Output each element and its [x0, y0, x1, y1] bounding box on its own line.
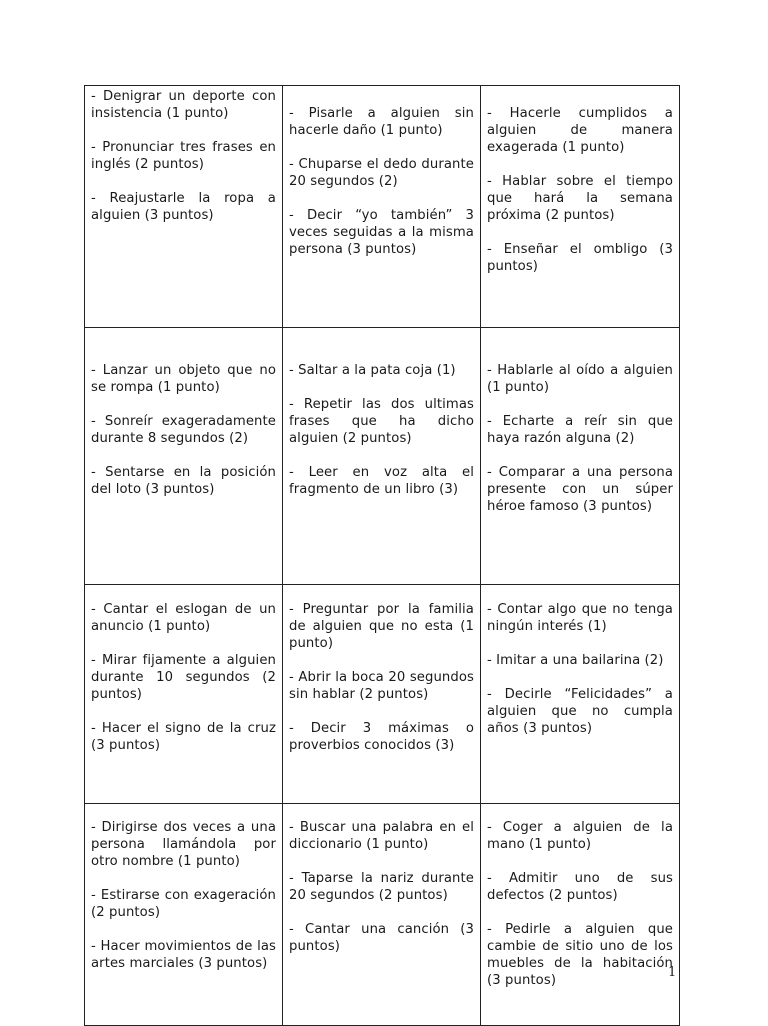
- table-cell: [283, 328, 481, 585]
- table-cell: [283, 585, 481, 804]
- cell-item: - Hablar sobre el tiempo que hará la semana próxima (2 puntos): [487, 174, 673, 223]
- cell-item: - Imitar a una bailarina (2): [487, 653, 664, 668]
- table-cell: [85, 585, 283, 804]
- cell-item: - Cantar el eslogan de un anuncio (1 punto): [91, 602, 276, 634]
- cell-item: - Abrir la boca 20 segundos sin hablar (2 puntos): [289, 670, 474, 702]
- cell-item: - Saltar a la pata coja (1): [289, 363, 456, 378]
- cell-item: - Hacer el signo de la cruz (3 puntos): [91, 721, 276, 753]
- cell-item: - Sonreír exageradamente durante 8 segundos (2): [91, 414, 276, 446]
- cell-item: - Reajustarle la ropa a alguien (3 puntos): [91, 191, 276, 223]
- challenge-table: [84, 85, 680, 1026]
- cell-item: - Repetir las dos ultimas frases que ha dicho alguien (2 puntos): [289, 397, 474, 446]
- cell-item: - Enseñar el ombligo (3 puntos): [487, 242, 673, 274]
- cell-item: - Buscar una palabra en el diccionario (1 punto): [289, 820, 474, 852]
- cell-item: - Pisarle a alguien sin hacerle daño (1 punto): [289, 106, 474, 138]
- cell-item: - Hacerle cumplidos a alguien de manera exagerada (1 punto): [487, 106, 673, 155]
- table-cell: [85, 804, 283, 1026]
- table-cell: [481, 585, 680, 804]
- cell-item: - Sentarse en la posición del loto (3 puntos): [91, 465, 276, 497]
- cell-item: - Decirle “Felicidades” a alguien que no cumpla años (3 puntos): [487, 687, 673, 736]
- cell-item: - Cantar una canción (3 puntos): [289, 922, 474, 954]
- cell-item: - Coger a alguien de la mano (1 punto): [487, 820, 673, 852]
- cell-item: - Denigrar un deporte con insistencia (1 punto): [91, 89, 276, 121]
- cell-item: - Comparar a una persona presente con un súper héroe famoso (3 puntos): [487, 465, 673, 514]
- cell-item: - Lanzar un objeto que no se rompa (1 punto): [91, 363, 276, 395]
- cell-item: - Preguntar por la familia de alguien que no esta (1 punto): [289, 602, 474, 651]
- cell-item: - Taparse la nariz durante 20 segundos (2 puntos): [289, 871, 474, 903]
- table-cell: [283, 86, 481, 328]
- page-number: 1: [668, 965, 677, 980]
- cell-item: - Estirarse con exageración (2 puntos): [91, 888, 276, 920]
- table-row: [85, 328, 680, 585]
- cell-item: - Hacer movimientos de las artes marciales (3 puntos): [91, 939, 276, 971]
- table-cell: [85, 328, 283, 585]
- table-cell: [481, 328, 680, 585]
- cell-item: - Pedirle a alguien que cambie de sitio uno de los muebles de la habitación (3 puntos): [487, 922, 673, 988]
- cell-item: - Dirigirse dos veces a una persona llamándola por otro nombre (1 punto): [91, 820, 276, 869]
- table-cell: [283, 804, 481, 1026]
- cell-item: - Echarte a reír sin que haya razón alguna (2): [487, 414, 673, 446]
- cell-item: - Contar algo que no tenga ningún interés (1): [487, 602, 673, 634]
- table-row: [85, 804, 680, 1026]
- table-row: [85, 585, 680, 804]
- cell-item: - Leer en voz alta el fragmento de un libro (3): [289, 465, 474, 497]
- cell-item: - Decir 3 máximas o proverbios conocidos (3): [289, 721, 474, 753]
- table-cell: [85, 86, 283, 328]
- table-row: [85, 86, 680, 328]
- cell-item: - Mirar fijamente a alguien durante 10 segundos (2 puntos): [91, 653, 276, 702]
- cell-item: - Decir “yo también” 3 veces seguidas a la misma persona (3 puntos): [289, 208, 474, 257]
- cell-item: - Admitir uno de sus defectos (2 puntos): [487, 871, 673, 903]
- table-cell: [481, 804, 680, 1026]
- table-cell: [481, 86, 680, 328]
- cell-item: - Pronunciar tres frases en inglés (2 puntos): [91, 140, 276, 172]
- cell-item: - Hablarle al oído a alguien (1 punto): [487, 363, 673, 395]
- cell-item: - Chuparse el dedo durante 20 segundos (2): [289, 157, 474, 189]
